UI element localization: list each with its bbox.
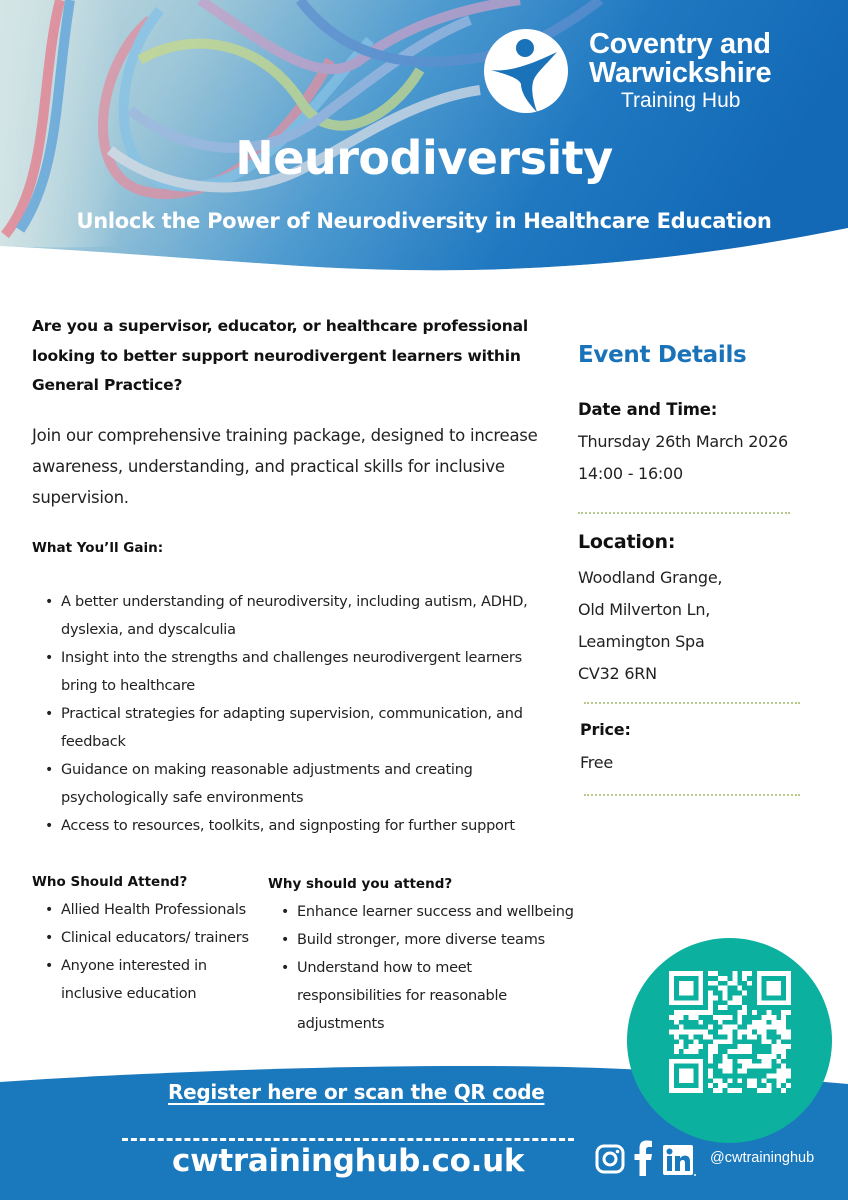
linkedin-icon[interactable] <box>663 1145 697 1177</box>
list-item: • Understand how to meet responsibilities for reasonable adjustments <box>268 954 588 1038</box>
event-details-heading: Event Details <box>578 342 747 368</box>
page-subtitle: Unlock the Power of Neurodiversity in Healthcare Education <box>76 209 772 233</box>
who-heading: Who Should Attend? <box>32 874 188 890</box>
why-heading: Why should you attend? <box>268 876 453 892</box>
divider <box>584 794 800 796</box>
date-time-label: Date and Time: <box>578 400 718 419</box>
event-time: 14:00 - 16:00 <box>578 464 683 483</box>
event-date: Thursday 26th March 2026 <box>578 432 788 451</box>
website-link[interactable]: cwtraininghub.co.uk <box>172 1143 525 1179</box>
who-list <box>32 896 262 1008</box>
gain-list <box>32 588 552 840</box>
hero-banner <box>0 0 848 290</box>
intro-question: Are you a supervisor, educator, or healthcare professional looking to better support neurodivergent learners within General Practice? <box>32 317 528 394</box>
date-time-value <box>578 426 788 490</box>
price-label: Price: <box>580 720 631 739</box>
gain-heading: What You’ll Gain: <box>32 540 164 556</box>
logo-subtitle: Training Hub <box>621 89 741 112</box>
list-item: • Build stronger, more diverse teams <box>268 926 588 954</box>
qr-code-icon[interactable] <box>669 971 791 1093</box>
location-line: Leamington Spa <box>578 632 705 651</box>
list-item: • Access to resources, toolkits, and signposting for further support <box>32 812 552 840</box>
location-value <box>578 562 722 690</box>
logo-name-line1: Coventry and <box>589 28 771 60</box>
why-list <box>268 898 588 1038</box>
facebook-icon[interactable] <box>634 1140 652 1176</box>
intro-paragraph: Join our comprehensive training package, designed to increase awareness, understanding, and practical skills for inclusive supervision. <box>32 426 538 507</box>
list-item: • Allied Health Professionals <box>32 896 262 924</box>
list-item: • Enhance learner success and wellbeing <box>268 898 588 926</box>
divider <box>578 512 790 514</box>
location-line: CV32 6RN <box>578 664 657 683</box>
list-item: • Insight into the strengths and challenges neurodivergent learners bring to healthcare <box>32 644 552 700</box>
person-circle-logo-icon <box>483 28 569 114</box>
list-item: • Anyone interested in inclusive education <box>32 952 262 1008</box>
page-title: Neurodiversity <box>235 131 613 185</box>
location-line: Woodland Grange, <box>578 568 723 587</box>
location-line: Old Milverton Ln, <box>578 600 711 619</box>
location-label: Location: <box>578 531 676 553</box>
price-value: Free <box>580 753 613 772</box>
register-link[interactable]: Register here or scan the QR code <box>168 1080 545 1104</box>
logo-name <box>589 30 771 88</box>
list-item: • Guidance on making reasonable adjustments and creating psychologically safe environments <box>32 756 552 812</box>
social-handle[interactable]: @cwtraininghub <box>710 1150 815 1166</box>
divider <box>584 702 800 704</box>
logo-name-line2: Warwickshire <box>589 57 772 89</box>
list-item: • A better understanding of neurodiversity, including autism, ADHD, dyslexia, and dyscalculia <box>32 588 552 644</box>
list-item: • Practical strategies for adapting supervision, communication, and feedback <box>32 700 552 756</box>
instagram-icon[interactable] <box>595 1144 625 1174</box>
logo <box>483 28 823 118</box>
list-item: • Clinical educators/ trainers <box>32 924 262 952</box>
